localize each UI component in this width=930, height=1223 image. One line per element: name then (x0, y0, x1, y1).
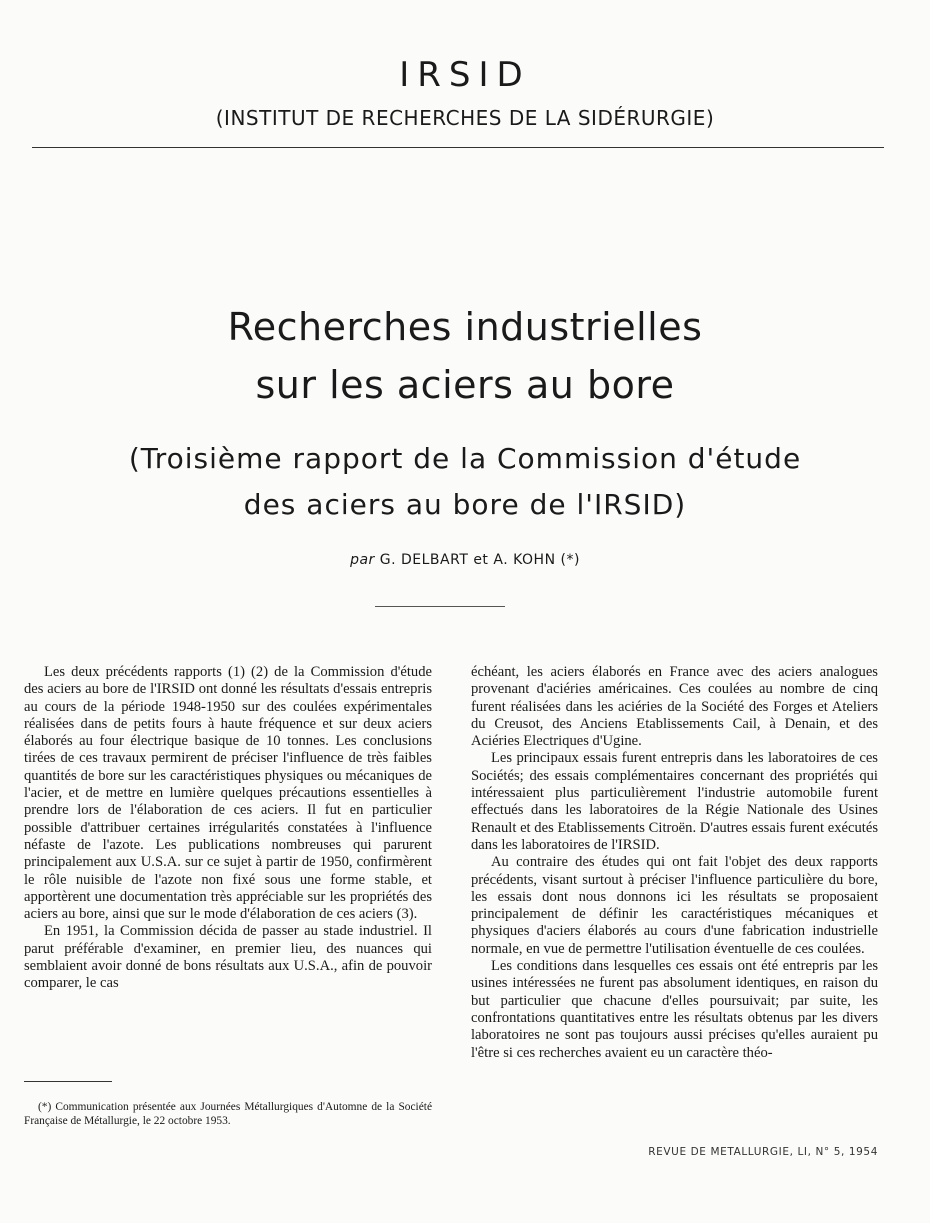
title-line-2: sur les aciers au bore (255, 363, 675, 407)
byline (0, 552, 930, 568)
paragraph: En 1951, la Commission décida de passer au stade industriel. Il parut préférable d'examiner, en premier lieu, des nuances qui semblaient avoir donné de bons résultats aux U.S.A., afin de pouvoir comparer, le cas (24, 923, 432, 992)
body-column-left (24, 664, 432, 993)
organization-acronym: IRSID (399, 55, 531, 95)
subtitle-line-1: (Troisième rapport de la Commission d'étude (128, 442, 802, 475)
title-line-1: Recherches industrielles (227, 305, 703, 349)
paragraph-continued: échéant, les aciers élaborés en France avec des aciers analogues provenant d'aciéries américaines. Ces coulées au nombre de cinq furent réalisées dans les aciéries de la Société des Forges et Ateliers du Creusot, des Anciens Etablissements Cail, à Denain, et des Aciéries Electriques d'Ugine. (471, 664, 878, 750)
footnote-divider (24, 1081, 112, 1082)
paragraph: Au contraire des études qui ont fait l'objet des deux rapports précédents, visant surtout à préciser l'influence particulière du bore, les essais dont nous donnons ici les résultats se proposaient principalement de définir les caractéristiques mécaniques et physiques d'aciers élaborés au cours d'une fabrication industrielle normale, en vue de permettre l'utilisation éventuelle de ces coulées. (471, 854, 878, 957)
subtitle-line-2: des aciers au bore de l'IRSID) (243, 488, 687, 521)
article-title (0, 298, 930, 414)
byline-prefix: par (350, 552, 375, 568)
running-footer: REVUE DE METALLURGIE, LI, N° 5, 1954 (648, 1146, 878, 1158)
organization-full-name: (INSTITUT DE RECHERCHES DE LA SIDÉRURGIE) (215, 106, 715, 130)
article-subtitle (0, 436, 930, 528)
byline-authors: G. DELBART et A. KOHN (*) (379, 552, 580, 568)
body-column-right (471, 664, 878, 1062)
title-divider (375, 606, 505, 607)
paragraph: Les deux précédents rapports (1) (2) de la Commission d'étude des aciers au bore de l'IRSID ont donné les résultats d'essais entrepris au cours de la période 1948-1950 sur des coulées expérimentales réalisées dans de petits fours à haute fréquence et sur deux aciers élaborés au four électrique basique de 10 tonnes. Les conclusions tirées de ces travaux permirent de préciser l'influence de très faibles quantités de bore sur les caractéristiques physiques ou mécaniques de l'acier, et de mettre en lumière quelques précautions essentielles à prendre lors de l'élaboration de ces aciers. Il fut en particulier possible d'attribuer certaines irrégularités constatées à l'influence néfaste de l'azote. Les publications nombreuses qui parurent principalement aux U.S.A. sur ce sujet à partir de 1950, confirmèrent le rôle nuisible de l'azote non fixé sous une forme stable, et apportèrent une documentation très appréciable sur les propriétés des aciers au bore, ainsi que sur le mode d'élaboration de ces aciers (3). (24, 664, 432, 923)
footnote-text: (*) Communication présentée aux Journées Métallurgiques d'Automne de la Société Française de Métallurgie, le 22 octobre 1953. (24, 1101, 432, 1127)
paragraph: Les conditions dans lesquelles ces essais ont été entrepris par les usines intéressées ne furent pas absolument identiques, en raison du but particulier que chacune d'elles poursuivait; par suite, les confrontations quantitatives entre les résultats obtenus par les divers laboratoires ne sont pas toujours aussi précises qu'elles auraient pu l'être si ces recherches avaient eu un caractère théo- (471, 958, 878, 1061)
header-divider (32, 147, 884, 148)
footnote (24, 1100, 432, 1128)
paragraph: Les principaux essais furent entrepris dans les laboratoires de ces Sociétés; des essais complémentaires concernant des propriétés qui intéressaient plus particulièrement l'industrie automobile furent effectués dans les laboratoires de la Régie Nationale des Usines Renault et des Etablissements Citroën. D'autres essais furent exécutés dans les laboratoires de l'IRSID. (471, 750, 878, 853)
